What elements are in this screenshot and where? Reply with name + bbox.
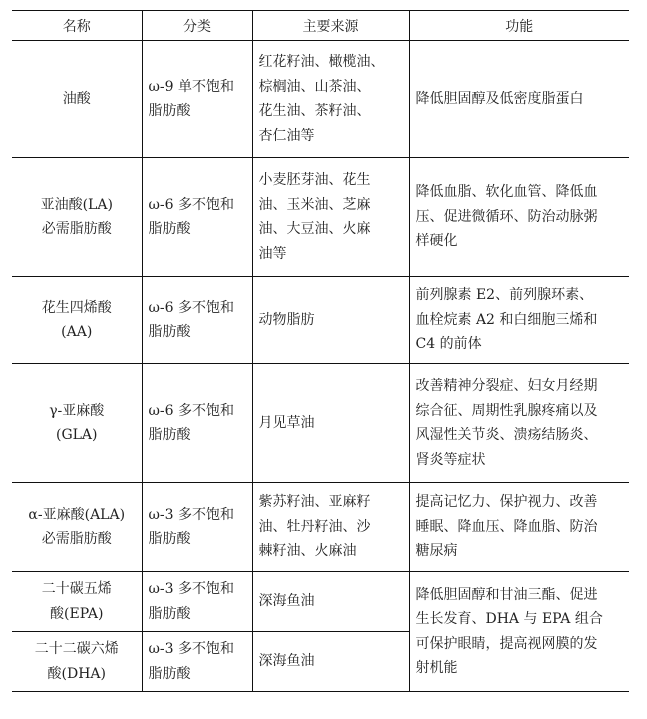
cell-function: 提高记忆力、保护视力、改善 睡眠、降血压、降血脂、防治 糖尿病 xyxy=(409,483,629,572)
cell-function-shared: 降低胆固醇和甘油三酯、促进 生长发育、DHA 与 EPA 组合 可保护眼睛，提高视网膜的发 射机能 xyxy=(409,572,629,692)
fatty-acid-table xyxy=(12,10,629,692)
cell-source: 小麦胚芽油、花生 油、玉米油、芝麻 油、大豆油、火麻 油等 xyxy=(252,158,409,277)
header-row xyxy=(12,11,629,41)
cell-category: ω-3 多不饱和 脂肪酸 xyxy=(142,483,252,572)
cell-name: 油酸 xyxy=(12,41,142,158)
cell-function: 改善精神分裂症、妇女月经期 综合征、周期性乳腺疼痛以及 风湿性关节炎、溃疡结肠炎、 肾炎等症状 xyxy=(409,364,629,483)
cell-name: γ-亚麻酸 (GLA) xyxy=(12,364,142,483)
header-function: 功能 xyxy=(409,11,629,41)
cell-name: α-亚麻酸(ALA) 必需脂肪酸 xyxy=(12,483,142,572)
cell-category: ω-3 多不饱和 脂肪酸 xyxy=(142,632,252,692)
table-row xyxy=(12,572,629,632)
cell-function: 降低胆固醇及低密度脂蛋白 xyxy=(409,41,629,158)
cell-name: 二十二碳六烯 酸(DHA) xyxy=(12,632,142,692)
cell-function: 降低血脂、软化血管、降低血 压、促进微循环、防治动脉粥 样硬化 xyxy=(409,158,629,277)
cell-category: ω-6 多不饱和 脂肪酸 xyxy=(142,364,252,483)
cell-source: 紫苏籽油、亚麻籽 油、牡丹籽油、沙 棘籽油、火麻油 xyxy=(252,483,409,572)
table-row xyxy=(12,158,629,277)
header-category: 分类 xyxy=(142,11,252,41)
table-row xyxy=(12,364,629,483)
cell-source: 动物脂肪 xyxy=(252,277,409,364)
cell-source: 深海鱼油 xyxy=(252,572,409,632)
cell-category: ω-6 多不饱和 脂肪酸 xyxy=(142,277,252,364)
cell-source: 深海鱼油 xyxy=(252,632,409,692)
table-row xyxy=(12,277,629,364)
cell-name: 亚油酸(LA) 必需脂肪酸 xyxy=(12,158,142,277)
header-name: 名称 xyxy=(62,18,91,35)
cell-category: ω-3 多不饱和 脂肪酸 xyxy=(142,572,252,632)
table-row xyxy=(12,483,629,572)
cell-category: ω-9 单不饱和 脂肪酸 xyxy=(142,41,252,158)
cell-name: 二十碳五烯 酸(EPA) xyxy=(12,572,142,632)
table-row xyxy=(12,41,629,158)
cell-source: 月见草油 xyxy=(252,364,409,483)
header-source: 主要来源 xyxy=(252,11,409,41)
cell-name: 花生四烯酸 (AA) xyxy=(12,277,142,364)
cell-function: 前列腺素 E2、前列腺环素、 血栓烷素 A2 和白细胞三烯和 C4 的前体 xyxy=(409,277,629,364)
cell-category: ω-6 多不饱和 脂肪酸 xyxy=(142,158,252,277)
cell-source: 红花籽油、橄榄油、 棕榈油、山茶油、 花生油、茶籽油、 杏仁油等 xyxy=(252,41,409,158)
